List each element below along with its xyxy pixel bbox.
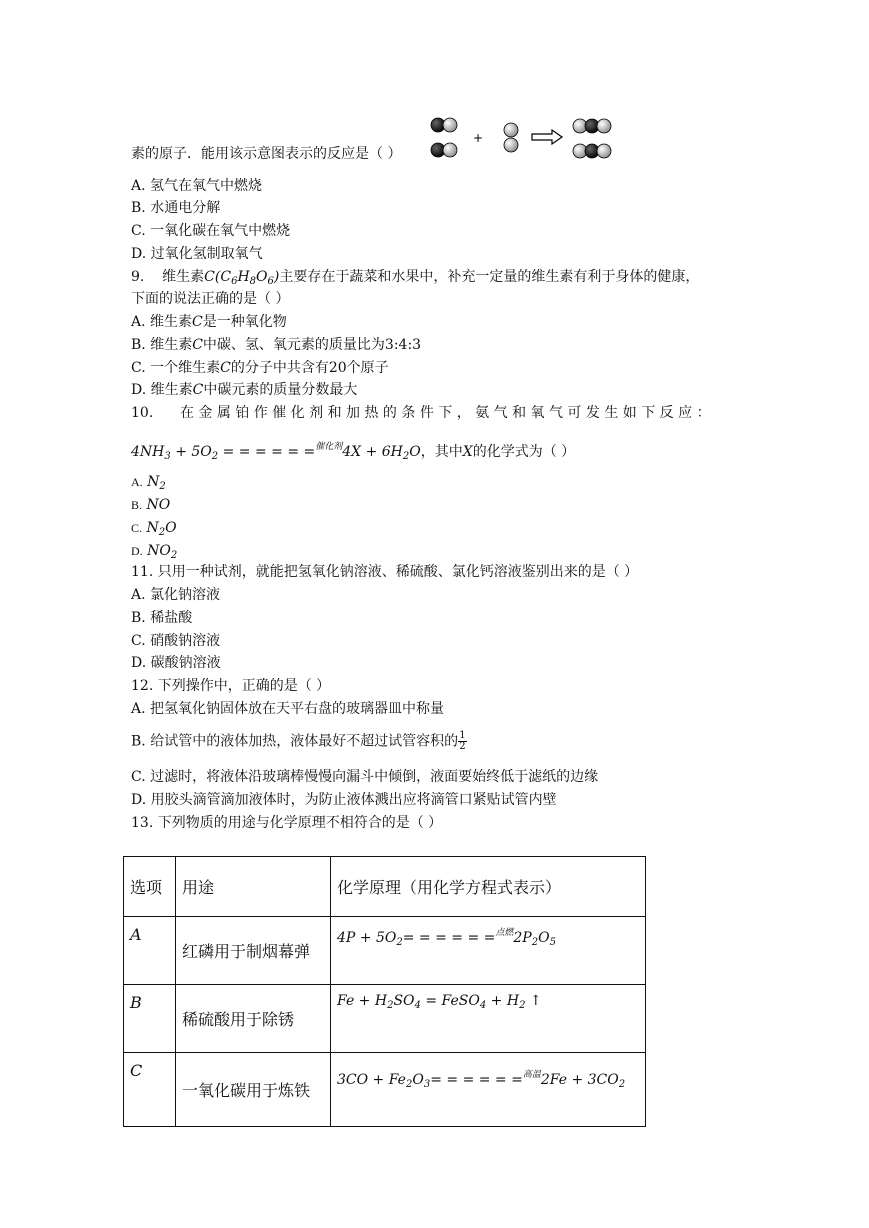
fraction-one-half: $\frac{1}{2}$ — [459, 730, 466, 752]
q8-stem: 素的原子．能用该示意图表示的反应是（ ） — [131, 146, 402, 162]
q11-option-d: D. 碳酸钠溶液 — [131, 655, 221, 671]
vitamin-c-formula: $C(C_6H_8O_6)$ — [204, 269, 280, 287]
q10-number: 10. — [131, 405, 154, 421]
q10-option-b: B. NO — [131, 497, 171, 513]
row-option: C — [124, 1053, 176, 1127]
row-use: 一氧化碳用于炼铁 — [176, 1053, 331, 1127]
q9-stem-b: 主要存在于蔬菜和水果中，补充一定量的维生素有利于身体的健康， — [279, 269, 700, 285]
q13-table — [123, 856, 646, 1127]
q11-option-c: C. 硝酸钠溶液 — [131, 633, 221, 649]
q10-option-a: A. $N_2$ — [131, 474, 166, 492]
q11-stem: 11. 只用一种试剂，就能把氢氧化钠溶液、稀硫酸、氯化钙溶液鉴别出来的是（ ） — [131, 564, 639, 580]
product-molecule-2 — [573, 144, 611, 158]
header-use: 用途 — [176, 857, 331, 917]
q9-number: 9. — [131, 269, 145, 285]
q11-option-a: A. 氯化钠溶液 — [131, 587, 221, 603]
q9-option-b: B. 维生素C中碳、氢、氧元素的质量比为3:4:3 — [131, 337, 422, 353]
row-equation: $Fe + H_2SO_4$ = FeSO$_4$ + $H_2$ ↑ — [331, 985, 646, 1053]
q12-option-b: B. 给试管中的液体加热，液体最好不超过试管容积的 $\frac{1}{2}$ — [131, 730, 466, 752]
q8-option-a: A. 氢气在氧气中燃烧 — [131, 178, 263, 194]
q10-option-d: D. $NO_2$ — [131, 543, 178, 561]
reactant-molecule-2 — [431, 143, 457, 157]
catalyst-condition: 催化剂 — [315, 442, 343, 452]
product-molecule-1 — [573, 119, 611, 133]
q12-option-d: D. 用胶头滴管滴加液体时，为防止液体溅出应将滴管口紧贴试管内壁 — [131, 792, 557, 808]
q10-equation: $4NH_3 + 5O_2$ = = = = = $=^{催化剂}4X + 6H_2O$，其中X的化学式为（ ） — [131, 442, 576, 462]
row-equation: $4P + 5O_2=$ = = = = $=^{点燃}2P_2O_5$ — [331, 917, 646, 985]
row-option: A — [124, 917, 176, 985]
q9-stem-a: 维生素 — [162, 269, 205, 285]
reactant-molecule-1 — [431, 118, 457, 132]
table-row — [124, 985, 646, 1053]
q8-option-b: B. 水通电分解 — [131, 200, 221, 216]
q10-stem-text: 在 金 属 铂 作 催 化 剂 和 加 热 的 条 件 下 ， 氨 气 和 氧 气 可 发 生 如 下 反 应 ： — [179, 405, 711, 421]
q9-option-d: D. 维生素C中碳元素的质量分数最大 — [131, 382, 358, 398]
reaction-arrow — [532, 130, 562, 144]
q10-stem — [131, 404, 731, 422]
table-header-row — [124, 857, 646, 917]
row-option: B — [124, 985, 176, 1053]
row-use: 红磷用于制烟幕弹 — [176, 917, 331, 985]
q12-option-a: A. 把氢氧化钠固体放在天平右盘的玻璃器皿中称量 — [131, 701, 445, 717]
plus-sign: + — [473, 131, 484, 145]
q8-option-d: D. 过氧化氢制取氧气 — [131, 246, 263, 262]
q11-option-b: B. 稀盐酸 — [131, 610, 193, 626]
reactant-molecule-3 — [504, 123, 518, 152]
q9-option-c: C. 一个维生素C的分子中共含有20个原子 — [131, 360, 389, 376]
q9-stem — [131, 268, 699, 291]
header-option: 选项 — [124, 857, 176, 917]
table-row — [124, 917, 646, 985]
q8-option-c: C. 一氧化碳在氧气中燃烧 — [131, 223, 291, 239]
q10-option-c: C. $N_2O$ — [131, 520, 177, 538]
q9-option-a: A. 维生素C是一种氧化物 — [131, 314, 287, 330]
q12-stem: 12. 下列操作中，正确的是（ ） — [131, 678, 331, 694]
q13-stem: 13. 下列物质的用途与化学原理不相符合的是（ ） — [131, 815, 443, 831]
q12-option-c: C. 过滤时，将液体沿玻璃棒慢慢向漏斗中倾倒，液面要始终低于滤纸的边缘 — [131, 769, 599, 785]
header-principle: 化学原理（用化学方程式表示） — [331, 857, 646, 917]
q9-stem-c: 下面的说法正确的是（ ） — [131, 291, 290, 307]
row-use: 稀硫酸用于除锈 — [176, 985, 331, 1053]
row-equation: $3CO + Fe_2O_3=$ = = = = $=^{高温}2Fe + 3CO_2$ — [331, 1053, 646, 1127]
table-row — [124, 1053, 646, 1127]
reaction-diagram — [428, 114, 618, 164]
